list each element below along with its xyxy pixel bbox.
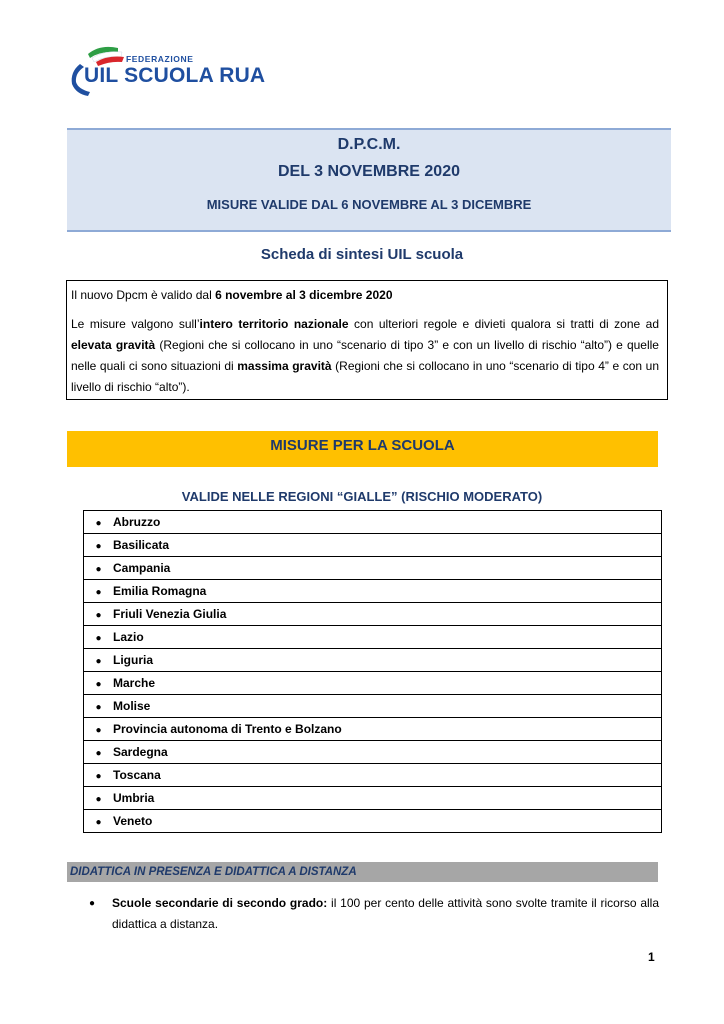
region-name: Toscana [113, 768, 161, 782]
region-name: Lazio [113, 630, 144, 644]
bullet-icon: ● [95, 817, 102, 828]
region-cell [84, 810, 662, 833]
intro-scope-e: (Regioni che si collocano in uno “scenario di tipo 3” e con un livello di rischio “alto”) e quelle nelle quali ci sono situazioni di [71, 338, 659, 373]
page-number: 1 [648, 950, 655, 964]
table-row [84, 695, 662, 718]
table-row [84, 534, 662, 557]
bullet-icon: ● [95, 794, 102, 805]
region-cell [84, 695, 662, 718]
region-name: Emilia Romagna [113, 584, 207, 598]
table-row [84, 557, 662, 580]
region-cell [84, 534, 662, 557]
region-cell [84, 626, 662, 649]
region-name: Provincia autonoma di Trento e Bolzano [113, 722, 342, 736]
measure-description: il 100 per cento delle attività sono svolte tramite il ricorso alla didattica a distanza. [112, 896, 659, 931]
bullet-icon: ● [95, 679, 102, 690]
bullet-icon: ● [95, 541, 102, 552]
region-name: Liguria [113, 653, 154, 667]
measure-item [89, 893, 659, 935]
title-line-1: D.P.C.M. [337, 136, 401, 153]
title-line-3: MISURE VALIDE DAL 6 NOVEMBRE AL 3 DICEMBRE [206, 197, 532, 212]
document-subtitle: Scheda di sintesi UIL scuola [260, 246, 464, 263]
intro-box [66, 280, 668, 400]
bullet-icon: ● [95, 564, 102, 575]
bullet-icon: ● [95, 702, 102, 713]
school-measures-banner: MISURE PER LA SCUOLA [67, 431, 658, 467]
table-row [84, 810, 662, 833]
intro-scope-c: con ulteriori regole e divieti qualora si tratti di zone ad [348, 317, 660, 331]
bullet-icon: ● [95, 748, 102, 759]
intro-validity-dates: 6 novembre al 3 dicembre 2020 [215, 288, 393, 302]
region-cell [84, 672, 662, 695]
table-row [84, 787, 662, 810]
bullet-icon: ● [95, 656, 102, 667]
region-name: Basilicata [113, 538, 170, 552]
bullet-icon: ● [95, 725, 102, 736]
intro-scope-a: Le misure valgono sull’ [71, 317, 200, 331]
regions-table [83, 510, 662, 833]
section-heading: DIDATTICA IN PRESENZA E DIDATTICA A DISTANZA [67, 862, 658, 882]
region-cell [84, 603, 662, 626]
table-row [84, 649, 662, 672]
bullet-icon: ● [89, 898, 96, 909]
table-row [84, 511, 662, 534]
intro-validity [71, 285, 667, 306]
region-name: Friuli Venezia Giulia [113, 607, 227, 621]
region-name: Abruzzo [113, 515, 161, 529]
region-name: Molise [113, 699, 151, 713]
intro-scope-g: (Regioni che si collocano in uno “scenario di tipo 4” e con un livello di rischio “alto”). [71, 359, 660, 394]
bullet-icon: ● [95, 771, 102, 782]
intro-scope-f: massima gravità [237, 359, 332, 373]
bullet-icon: ● [95, 587, 102, 598]
region-name: Marche [113, 676, 156, 690]
document-title-box [67, 128, 671, 232]
region-cell [84, 649, 662, 672]
region-cell [84, 764, 662, 787]
intro-scope [71, 314, 659, 398]
table-row [84, 764, 662, 787]
table-row [84, 672, 662, 695]
table-row [84, 741, 662, 764]
uil-logo [66, 42, 266, 100]
measure-text [112, 893, 659, 935]
region-name: Sardegna [113, 745, 168, 759]
table-row [84, 603, 662, 626]
bullet-icon: ● [95, 610, 102, 621]
table-row [84, 580, 662, 603]
title-line-2: DEL 3 NOVEMBRE 2020 [278, 163, 460, 180]
region-cell [84, 557, 662, 580]
region-cell [84, 787, 662, 810]
region-name: Veneto [113, 814, 153, 828]
region-cell [84, 741, 662, 764]
intro-scope-d: elevata gravità [71, 338, 156, 352]
region-cell [84, 511, 662, 534]
bullet-icon: ● [95, 633, 102, 644]
region-name: Umbria [113, 791, 155, 805]
region-name: Campania [113, 561, 171, 575]
logo-federazione-label: FEDERAZIONE [126, 54, 194, 64]
region-cell [84, 580, 662, 603]
region-cell [84, 718, 662, 741]
intro-scope-b: intero territorio nazionale [199, 317, 349, 331]
regions-title: VALIDE NELLE REGIONI “GIALLE” (RISCHIO MODERATO) [181, 489, 543, 504]
table-row [84, 626, 662, 649]
logo-name: UIL SCUOLA RUA [84, 64, 266, 87]
bullet-icon: ● [95, 518, 102, 529]
intro-validity-text: Il nuovo Dpcm è valido dal [71, 288, 216, 302]
table-row [84, 718, 662, 741]
measure-label: Scuole secondarie di secondo grado: [112, 896, 328, 910]
